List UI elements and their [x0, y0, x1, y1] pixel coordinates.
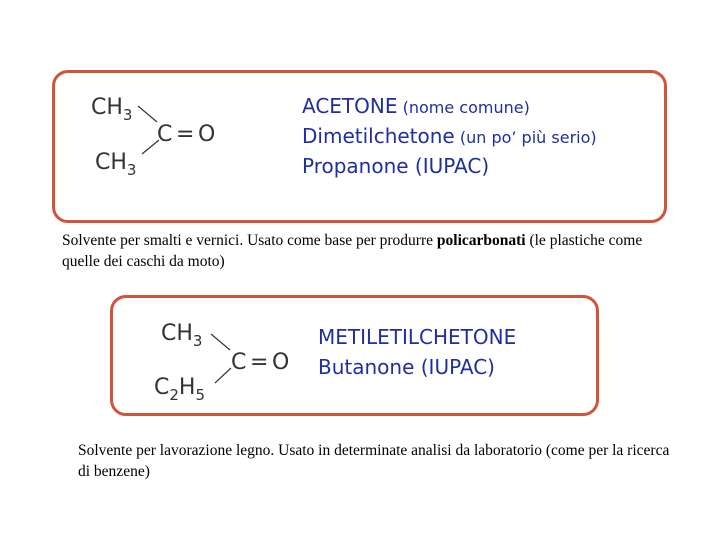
- acetone-structure: [85, 87, 235, 187]
- acetone-systematic-name: Dimetilchetone: [302, 124, 455, 148]
- acetone-common-name: ACETONE: [302, 94, 398, 118]
- butanone-name-row: [318, 353, 516, 383]
- butanone-structure: [151, 312, 311, 412]
- acetone-names: [302, 92, 597, 182]
- butanone-carbonyl-double-bond: =: [250, 350, 269, 375]
- butanone-caption: Solvente per lavorazione legno. Usato in determinate analisi da laboratorio (come per la ricerca di benzene): [78, 442, 670, 480]
- acetone-card: [52, 70, 667, 223]
- butanone-upper-bond: [211, 334, 230, 350]
- butanone-common-name: METILETILCHETONE: [318, 325, 517, 349]
- butanone-card: [110, 295, 599, 416]
- butanone-carbonyl-o: O: [272, 350, 290, 375]
- butanone-top-methyl: $CH_3$: [161, 321, 203, 350]
- acetone-caption-text: Solvente per smalti e vernici. Usato come base per produrre: [62, 232, 437, 249]
- acetone-caption-bold: policarbonati: [436, 232, 526, 249]
- butanone-carbonyl-c: C: [231, 350, 247, 375]
- acetone-caption: [62, 230, 662, 272]
- butanone-iupac-name: Butanone (IUPAC): [318, 355, 495, 379]
- acetone-name-row: [302, 122, 597, 152]
- acetone-upper-bond: [138, 106, 157, 122]
- acetone-common-name-note: (nome comune): [402, 98, 530, 117]
- butanone-lower-bond: [215, 368, 231, 383]
- acetone-carbonyl-o: O: [198, 122, 216, 147]
- butanone-name-row: [318, 323, 516, 353]
- acetone-name-row: [302, 92, 597, 122]
- acetone-caption-text-end: (le plastiche come quelle dei caschi da moto): [62, 232, 643, 270]
- acetone-bottom-methyl: $CH_3$: [95, 150, 137, 179]
- acetone-systematic-name-note: (un po’ più serio): [459, 128, 597, 147]
- acetone-carbonyl-double-bond: =: [176, 122, 195, 147]
- acetone-top-methyl: $CH_3$: [91, 95, 133, 124]
- butanone-names: [318, 323, 516, 383]
- butanone-ethyl: $C_2H_5$: [154, 375, 206, 404]
- acetone-carbonyl-c: C: [157, 122, 173, 147]
- acetone-iupac-name: Propanone (IUPAC): [302, 154, 490, 178]
- acetone-name-row: [302, 152, 597, 182]
